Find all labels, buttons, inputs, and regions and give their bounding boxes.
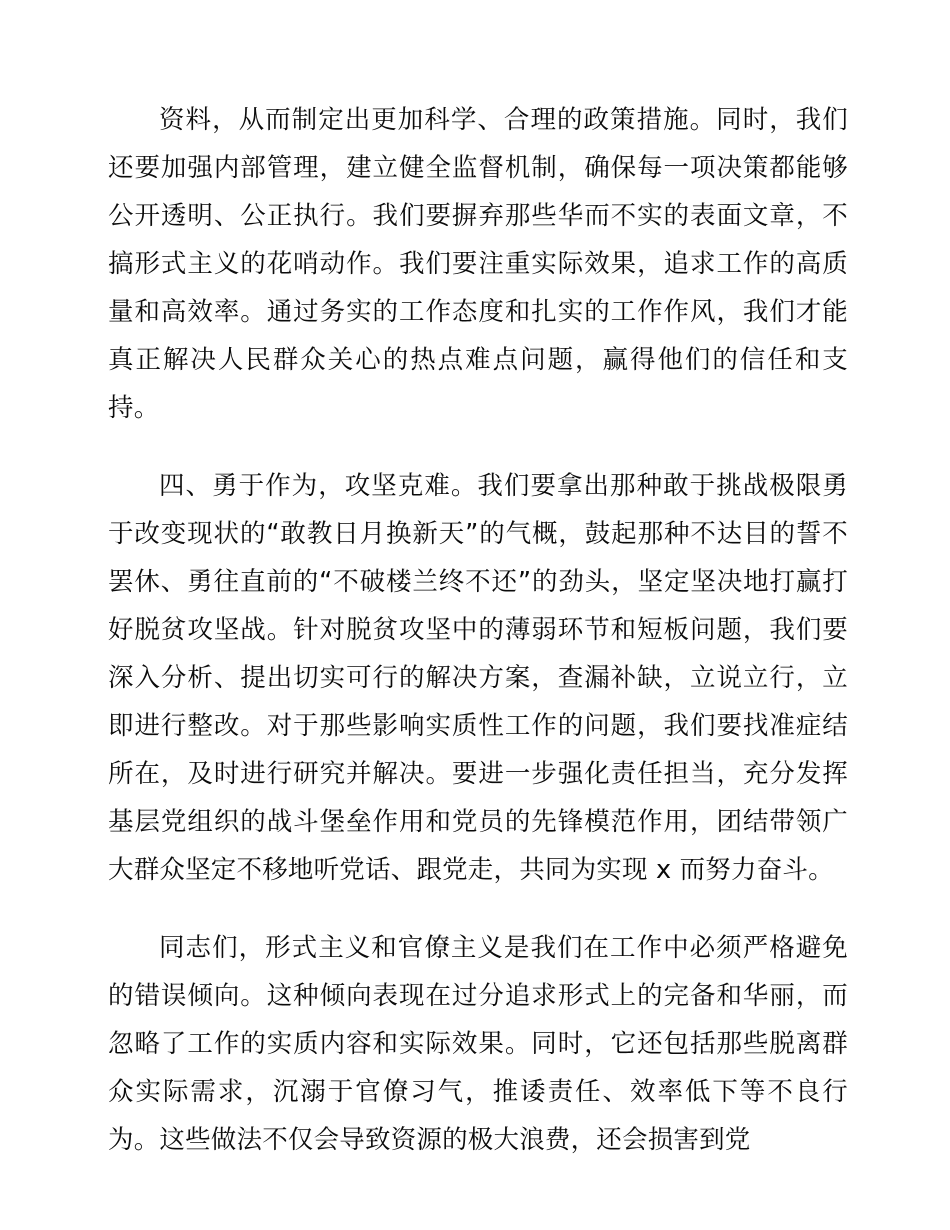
document-text-body: [108, 96, 848, 1164]
paragraph-2: 四、勇于作为，攻坚克难。我们要拿出那种敢于挑战极限勇于改变现状的“敢教日月换新天”的气概，鼓起那种不达目的誓不罢休、勇往直前的“不破楼兰终不还”的劲头，坚定坚决地打赢打好脱贫攻坚战。针对脱贫攻坚中的薄弱环节和短板问题，我们要深入分析、提出切实可行的解决方案，查漏补缺，立说立行，立即进行整改。对于那些影响实质性工作的问题，我们要找准症结所在，及时进行研究并解决。要进一步强化责任担当，充分发挥基层党组织的战斗堡垒作用和党员的先锋模范作用，团结带领广大群众坚定不移地听党话、跟党走，共同为实现 x 而努力奋斗。: [108, 471, 848, 885]
paragraph-3: 同志们，形式主义和官僚主义是我们在工作中必须严格避免的错误倾向。这种倾向表现在过分追求形式上的完备和华丽，而忽略了工作的实质内容和实际效果。同时，它还包括那些脱离群众实际需求，沉溺于官僚习气，推诿责任、效率低下等不良行为。这些做法不仅会导致资源的极大浪费，还会损害到党: [108, 933, 848, 1155]
paragraph-1: 资料，从而制定出更加科学、合理的政策措施。同时，我们还要加强内部管理，建立健全监督机制，确保每一项决策都能够公开透明、公正执行。我们要摒弃那些华而不实的表面文章，不搞形式主义的花哨动作。我们要注重实际效果，追求工作的高质量和高效率。通过务实的工作态度和扎实的工作作风，我们才能真正解决人民群众关心的热点难点问题，赢得他们的信任和支持。: [108, 105, 848, 423]
